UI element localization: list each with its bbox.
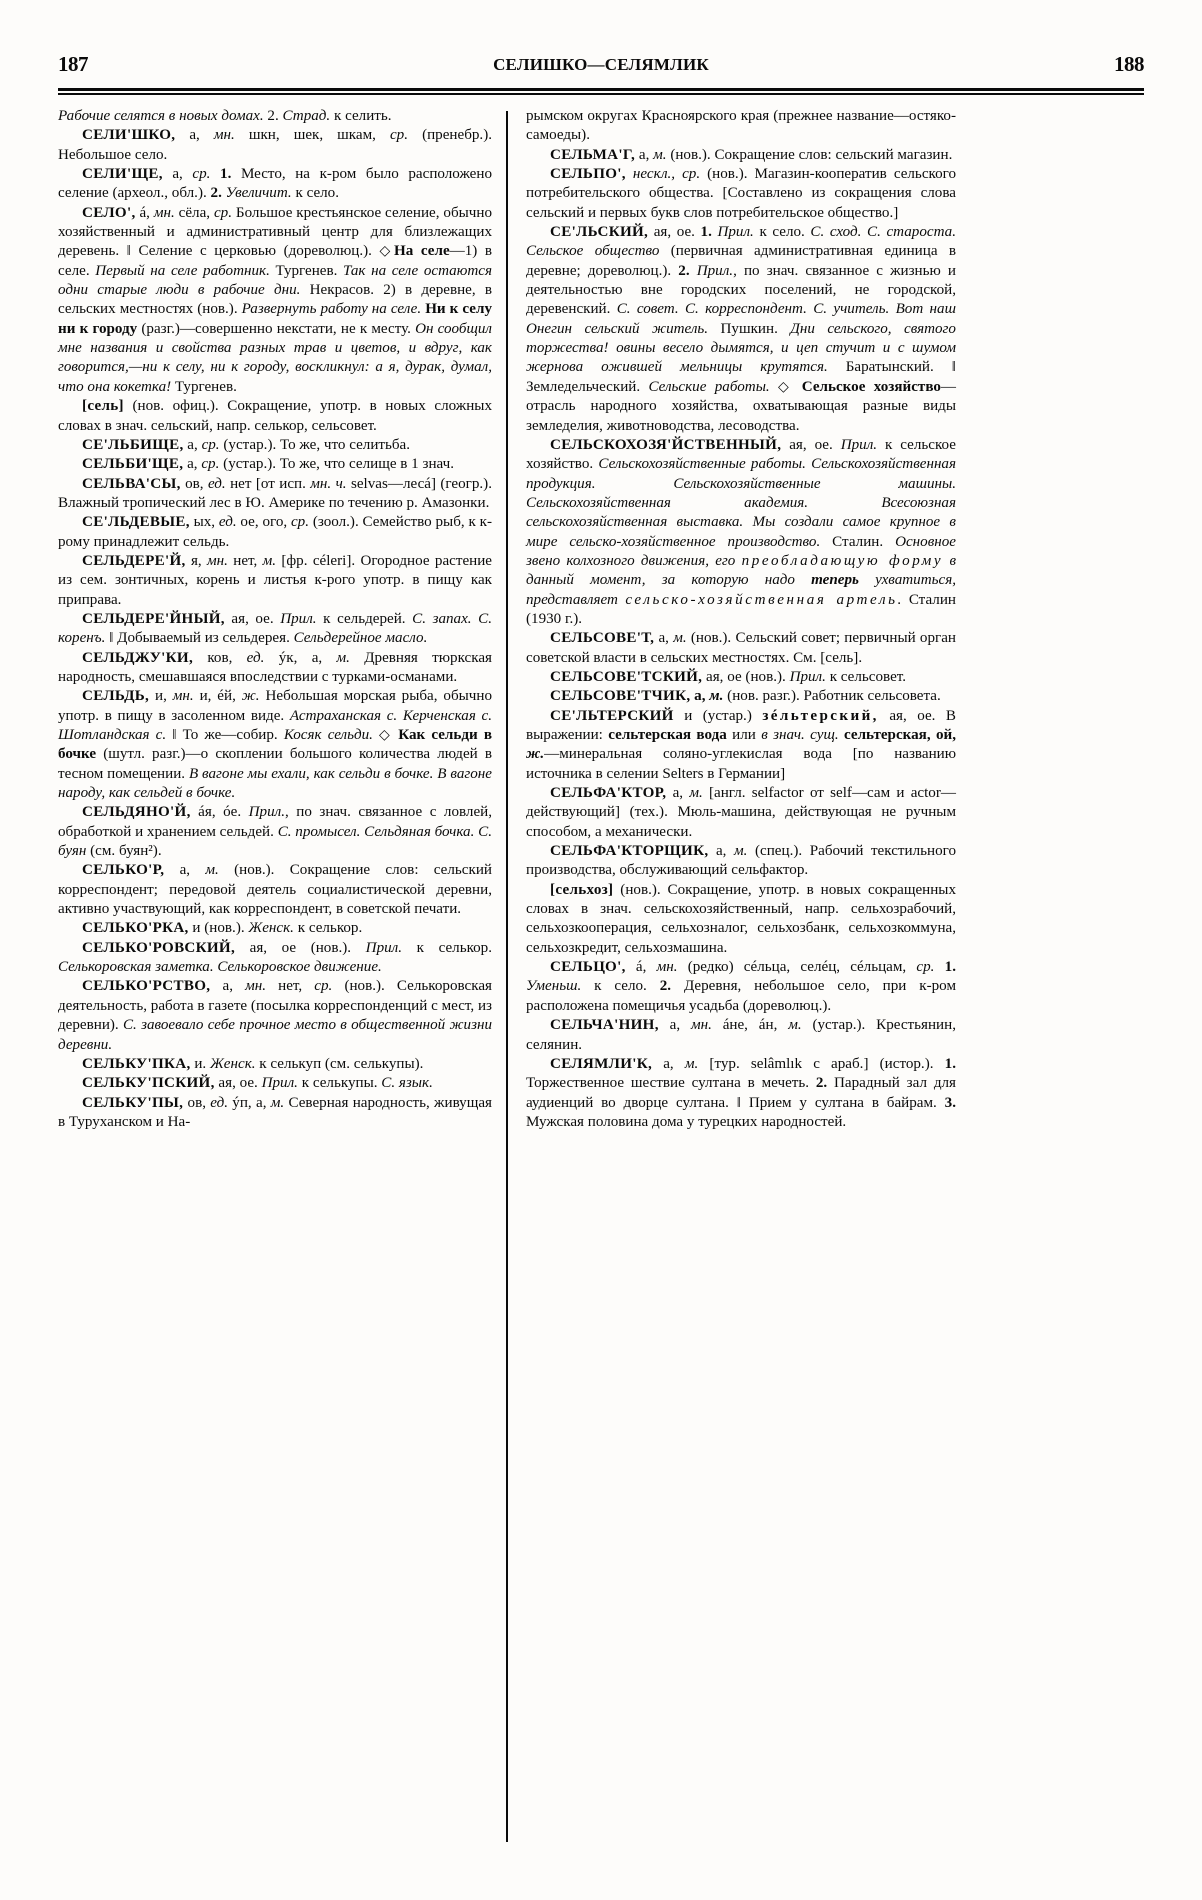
entry-selkor: СЕЛЬКО'Р, а, м. (нов.). Сокращение слов: сельский корреспондент; передовой деятель социалистической деревни, активно участвующий, как корреспондент, в советской печати. [58, 862, 492, 918]
entry-selfaktor: СЕЛЬФА'КТОР, а, м. [англ. selfactor от self—сам и actor—действующий] (тех.). Мюль-машина, действующая не ручным способом, а механически. [526, 785, 956, 840]
entry-sel-prefix: [сель] (нов. офиц.). Сокращение, употр. в новых сложных словах в знач. сельский, напр. селькор, сельсовет. [58, 398, 492, 434]
entry-selkorka: СЕЛЬКО'РКА, и (нов.). Женск. к селькор. [82, 920, 363, 937]
entry-selishko: СЕЛИ'ШКО, а, мн. шкн, шек, шкам, ср. (пренебр.). Небольшое село. [58, 127, 492, 163]
entry-selsovet: СЕЛЬСОВЕ'Т, а, м. (нов.). Сельский совет; первичный орган советской власти в сельских местностях. См. [сель]. [526, 630, 956, 666]
entry-selhoz-prefix: [сельхоз] (нов.). Сокращение, употр. в новых сокращенных словах в знач. сельскохозяйственный, напр. сельхозрабочий, сельхозкооперация, сельхозналог, сельхозбанк, сельхозкоммуна, сельхозкредит, сельхозмашина. [526, 881, 956, 956]
entry-selkorovskiy: СЕЛЬКО'РОВСКИЙ, ая, ое (нов.). Прил. к селькор. Селькоровская заметка. Селькоровское движение. [58, 939, 493, 976]
entry-selishche: СЕЛИ'ЩЕ, а, ср. 1. Место, на к-ром было расположено селение (археол., обл.). 2. Увеличит. к село. [58, 166, 492, 202]
entry-seldyanoy: СЕЛЬДЯНО'Й, áя, óе. Прил., по знач. связанное с ловлей, обработкой и хранением сельдей. С. промысел. Сельдяная бочка. С. буян (см. буян²). [58, 804, 492, 860]
right-column [508, 107, 956, 1842]
running-head [58, 52, 1144, 86]
entry-selterskiy: СЕ'ЛЬТЕРСКИЙ и (устар.) зéльтерский, ая, ое. В выражении: сельтерская вода или в знач. сущ. сельтерская, ой, ж.—минеральная соляно-углекислая вода [по названию источника в селении Selters в Германии] [526, 707, 956, 782]
folio-right: 188 [1114, 52, 1144, 76]
entry-seldevye: СЕ'ЛЬДЕВЫЕ, ых, ед. ое, ого, ср. (зоол.). Семейство рыб, к к-рому принадлежит сельдь. [58, 514, 492, 550]
entry-selskiy: СЕ'ЛЬСКИЙ, ая, ое. 1. Прил. к село. С. сход. С. староста. Сельское общество (первичная административная единица в деревне; дореволюц.). 2. Прил., по знач. связанное с жизнью и деятельностью вне городских поселений, не городской, деревенский. С. совет. С. корреспондент. С. учитель. Вот наш Онегин сельский житель. Пушкин. Дни сельского, святого торжества! овины весело дымятся, и цеп стучит и с шумом жернова ожившей мельницы крутятся. Баратынский. ‖ Земледельческий. Сельские работы. ◇ Сельское хозяйство—отрасль народного хозяйства, охватывающая разные виды земледелия, животноводства, лесоводства. [526, 224, 957, 434]
entry-selfaktorshchik: СЕЛЬФА'КТОРЩИК, а, м. (спец.). Рабочий текстильного производства, обслуживающий сельфактор. [526, 843, 956, 879]
entry-selskohozyaystvenniy: СЕЛЬСКОХОЗЯ'ЙСТВЕННЫЙ, ая, ое. Прил. к сельское хозяйство. Сельскохозяйственные работы. Сельскохозяйственная продукция. Сельскохозяйственные машины. Сельскохозяйственная академия. Всесоюзная сельскохозяйственная выставка. Мы создали самое крупное в мире сельско-хозяйственное производство. Сталин. Основное звено колхозного движения, его преобладающую форму в данный момент, за которую надо теперь ухватиться, представляет сельско-хозяйственная артель. Сталин (1930 г.). [526, 436, 956, 627]
entry-selkupy: СЕЛЬКУ'ПЫ, ов, ед. ýп, а, м. Северная народность, живущая в Туруханском и На- [58, 1094, 492, 1130]
columns-container [58, 107, 1144, 1842]
scanned-page-area [58, 52, 1144, 1852]
header-rule-thick [58, 88, 1144, 91]
entry-selmag: СЕЛЬМА'Г, а, м. (нов.). Сокращение слов: сельский магазин. [550, 146, 953, 163]
entry-selkupy-tail: рымском округах Красноярского края (прежнее название—остяко-самоеды). [526, 108, 956, 144]
entry-selbishche2: СЕЛЬБИ'ЩЕ, а, ср. (устар.). То же, что селище в 1 знач. [82, 456, 455, 473]
entry-selitsya-tail: Рабочие селятся в новых домах. 2. Страд. к селить. [58, 108, 392, 124]
entry-selkupskiy: СЕЛЬКУ'ПСКИЙ, ая, ое. Прил. к селькупы. С. язык. [82, 1075, 433, 1092]
header-rule-thin [58, 93, 1144, 95]
entry-selsovetskiy: СЕЛЬСОВЕ'ТСКИЙ, ая, ое (нов.). Прил. к сельсовет. [550, 668, 907, 685]
folio-left: 187 [58, 52, 88, 76]
entry-seldzhuki: СЕЛЬДЖУ'КИ, ков, ед. ýк, а, м. Древняя тюркская народность, смешавшаяся впоследствии с турками-османами. [58, 649, 492, 685]
entry-selyamlik: СЕЛЯМЛИ'К, а, м. [тур. selâmlık с араб.] (истор.). 1. Торжественное шествие султана в мечеть. 2. Парадный зал для аудиенций во дворце султана. ‖ Прием у султана в байрам. 3. Мужская половина дома у турецких народностей. [526, 1055, 956, 1130]
header-rule [58, 88, 1144, 95]
entry-selchanin: СЕЛЬЧА'НИН, а, мн. áне, áн, м. (устар.). Крестьянин, селянин. [526, 1017, 956, 1053]
left-column [58, 107, 506, 1842]
entry-selderey: СЕЛЬДЕРЕ'Й, я, мн. нет, м. [фр. céleri]. Огородное растение из сем. зонтичных, корень и листья к-рого употр. в пищу как приправа. [58, 552, 492, 608]
entry-seldereyniy: СЕЛЬДЕРЕ'ЙНЫЙ, ая, ое. Прил. к сельдерей. С. запах. С. коренъ. ‖ Добываемый из сельдерея. Сельдерейное масло. [58, 610, 492, 647]
entry-seld: СЕЛЬДЬ, и, мн. и, éй, ж. Небольшая морская рыба, обычно употр. в пищу в засоленном виде. Астраханская с. Керченская с. Шотландская с. ‖ То же—собир. Косяк сельди. ◇ Как сельди в бочке (шутл. разг.)—о скоплении большого количества людей в тесном помещении. В вагоне мы ехали, как сельди в бочке. В вагоне народу, как сельдей в бочке. [58, 688, 492, 802]
entry-selkorstvo: СЕЛЬКО'РСТВО, а, мн. нет, ср. (нов.). Селькоровская деятельность, работа в газете (посылка корреспонденций с мест, из деревни). С. завоевало себе прочное место в общественной жизни деревни. [58, 978, 493, 1053]
running-title: СЕЛИШКО—СЕЛЯМЛИК [493, 55, 709, 74]
entry-selkupka: СЕЛЬКУ'ПКА, и. Женск. к селькуп (см. селькупы). [82, 1055, 424, 1072]
entry-selbishche1: СЕ'ЛЬБИЩЕ, а, ср. (устар.). То же, что селитьба. [82, 436, 411, 453]
entry-selpo: СЕЛЬПО', нескл., ср. (нов.). Магазин-кооператив сельского потребительского общества. [Составлено из сокращения слова сельский и первых букв слов потребительское общество.] [526, 166, 956, 221]
entry-selvasy: СЕЛЬВА'СЫ, ов, ед. нет [от исп. мн. ч. selvas—лесá] (геогр.). Влажный тропический лес в Ю. Америке по течению р. Амазонки. [58, 475, 492, 511]
entry-selsovetchik: СЕЛЬСОВЕ'ТЧИК, а, м. (нов. разг.). Работник сельсовета. [550, 688, 941, 705]
entry-selo: СЕЛО', á, мн. сёла, ср. Большое крестьянское селение, обычно хозяйственный и административный центр для близлежащих деревень. ‖ Селение с церковью (дореволюц.). ◇На селе—1) в селе. Первый на селе работник. Тургенев. Так на селе остаются одни старые люди в рабочие дни. Некрасов. 2) в деревне, в сельских местностях (нов.). Развернуть работу на селе. Ни к селу ни к городу (разг.)—совершенно некстати, не к месту. Он сообщил мне названия и свойства разных трав и цветов, и вдруг, как говорится,—ни к селу, ни к городу, воскликнул: а я, дурак, думал, что она кокетка! Тургенев. [58, 204, 493, 395]
entry-seltso: СЕЛЬЦО', á, мн. (редко) сéльца, селéц, сéльцам, ср. 1. Уменьш. к село. 2. Деревня, небольшое село, при к-ром расположена помещичья усадьба (дореволюц.). [526, 959, 956, 1014]
